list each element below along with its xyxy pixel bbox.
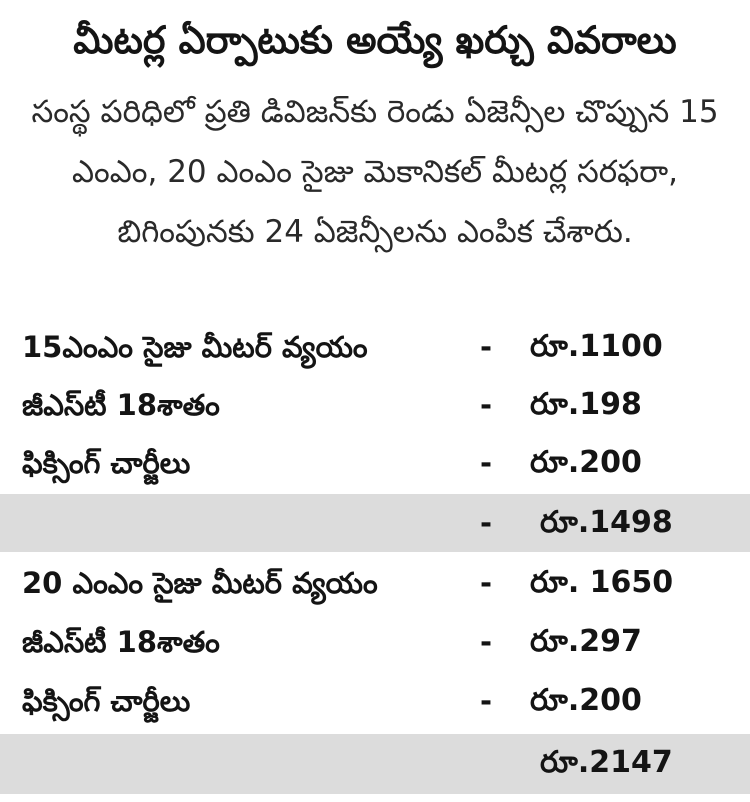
cost-row-total-20mm xyxy=(0,734,750,794)
row-label: 15ఎంఎం సైజు మీటర్ వ్యయం xyxy=(22,330,368,364)
row-label: 20 ఎంఎం సైజు మీటర్ వ్యయం xyxy=(22,566,378,600)
row-amount: రూ.200 xyxy=(530,445,642,480)
row-amount: రూ.198 xyxy=(530,387,642,422)
row-dash: - xyxy=(480,330,493,364)
intro-paragraph: సంస్థ పరిధిలో ప్రతి డివిజన్‌కు రెండు ఏజెన్సీల చొప్పున 15 ఎంఎం, 20 ఎంఎం సైజు మెకానికల్ మీటర్ల సరఫరా, బిగింపునకు 24 ఏజెన్సీలను ఎంపిక చేశారు. xyxy=(31,94,719,250)
row-total-amount: రూ.1498 xyxy=(540,505,673,540)
row-dash: - xyxy=(480,446,493,480)
cost-row-total-15mm xyxy=(0,494,750,552)
cost-row-15mm-meter xyxy=(0,318,750,376)
row-amount: రూ.1100 xyxy=(530,329,663,364)
row-dash: - xyxy=(480,506,493,540)
cost-row-fixing-20mm xyxy=(0,672,750,730)
row-label: ఫిక్సింగ్ చార్జీలు xyxy=(22,446,191,480)
row-amount: రూ.200 xyxy=(530,683,642,718)
row-amount: రూ. 1650 xyxy=(530,565,674,600)
row-label: జీఎస్‌టీ 18శాతం xyxy=(22,625,220,659)
row-dash: - xyxy=(480,566,493,600)
row-label: జీఎస్‌టీ 18శాతం xyxy=(22,388,220,422)
cost-row-gst-20mm xyxy=(0,613,750,671)
cost-row-20mm-meter xyxy=(0,554,750,612)
row-label: ఫిక్సింగ్ చార్జీలు xyxy=(22,684,191,718)
row-dash: - xyxy=(480,625,493,659)
row-total-amount: రూ.2147 xyxy=(540,745,673,780)
page-title: మీటర్ల ఏర్పాటుకు అయ్యే ఖర్చు వివరాలు xyxy=(73,18,677,62)
row-amount: రూ.297 xyxy=(530,624,642,659)
cost-row-gst-15mm xyxy=(0,376,750,434)
row-dash: - xyxy=(480,388,493,422)
cost-row-fixing-15mm xyxy=(0,434,750,492)
row-dash: - xyxy=(480,684,493,718)
